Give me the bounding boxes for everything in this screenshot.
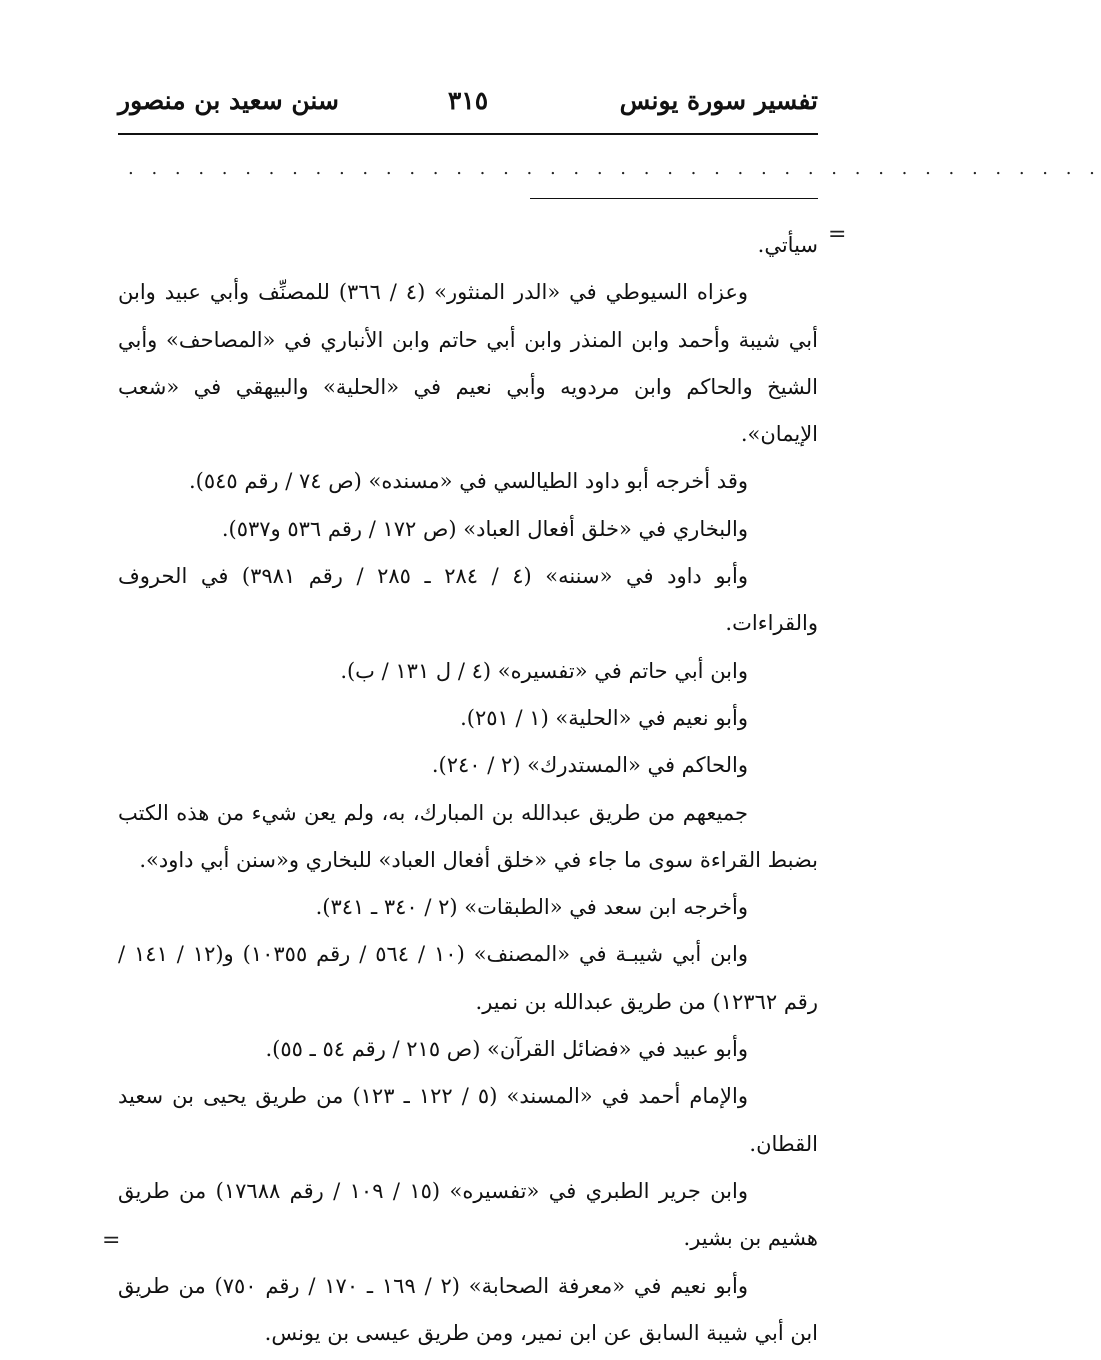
paragraph: وأبو داود في «سننه» (٤ / ٢٨٤ ـ ٢٨٥ / رقم ٣٩٨١) في الحروف والقراءات. bbox=[118, 564, 818, 636]
book-title: سنن سعيد بن منصور bbox=[118, 86, 339, 115]
footnote-body bbox=[118, 222, 818, 1357]
paragraph: والإمام أحمد في «المسند» (٥ / ١٢٢ ـ ١٢٣) من طريق يحيى بن سعيد القطان. bbox=[118, 1084, 818, 1156]
footnote-divider bbox=[530, 198, 818, 199]
continuation-mark-bottom: = bbox=[102, 1228, 121, 1253]
continuation-mark-top: = bbox=[828, 222, 847, 247]
paragraph: وأخرجه ابن سعد في «الطبقات» (٢ / ٣٤٠ ـ ٣٤١). bbox=[315, 895, 748, 920]
dotted-separator: . . . . . . . . . . . . . . . . . . . . . . . . . . . . . . . . . . . . . . . . . . bbox=[128, 158, 1101, 179]
page-header bbox=[118, 86, 818, 130]
paragraph: وعزاه السيوطي في «الدر المنثور» (٤ / ٣٦٦) للمصنِّف وأبي عبيد وابن أبي شيبة وأحمد وابن المنذر وابن أبي حاتم وابن الأنباري في «المصاحف» وأبي الشيخ والحاكم وابن مردويه وأبي نعيم في «الحلية» والبيهقي في «شعب الإيمان». bbox=[118, 280, 818, 447]
paragraph: سيأتي. bbox=[757, 233, 818, 257]
page-number: ٣١٥ bbox=[447, 86, 489, 115]
paragraph: وأبو عبيد في «فضائل القرآن» (ص ٢١٥ / رقم ٥٤ ـ ٥٥). bbox=[265, 1037, 748, 1062]
paragraph: جميعهم من طريق عبدالله بن المبارك، به، ولم يعن شيء من هذه الكتب بضبط القراءة سوى ما جاء في «خلق أفعال العباد» للبخاري و«سنن أبي داود». bbox=[118, 800, 818, 872]
paragraph: وقد أخرجه أبو داود الطيالسي في «مسنده» (ص ٧٤ / رقم ٥٤٥). bbox=[189, 469, 748, 494]
paragraph: وابن أبي حاتم في «تفسيره» (٤ / ل ١٣١ / ب). bbox=[340, 658, 748, 683]
header-divider bbox=[118, 133, 818, 135]
paragraph: وأبو نعيم في «الحلية» (١ / ٢٥١). bbox=[460, 705, 748, 730]
paragraph: وابن جرير الطبري في «تفسيره» (١٥ / ١٠٩ / رقم ١٧٦٨٨) من طريق هشيم بن بشير. bbox=[118, 1178, 818, 1251]
paragraph: وأبو نعيم في «معرفة الصحابة» (٢ / ١٦٩ ـ ١٧٠ / رقم ٧٥٠) من طريق ابن أبي شيبة السابق عن ابن نمير، ومن طريق عيسى بن يونس. bbox=[118, 1273, 818, 1345]
surah-title: تفسير سورة يونس bbox=[619, 86, 818, 115]
paragraph: والحاكم في «المستدرك» (٢ / ٢٤٠). bbox=[431, 753, 748, 778]
paragraph: وابن أبي شيبـة في «المصنف» (١٠ / ٥٦٤ / رقم ١٠٣٥٥) و(١٢ / ١٤١ / رقم ١٢٣٦٢) من طريق عبدالله بن نمير. bbox=[118, 942, 818, 1014]
paragraph: والبخاري في «خلق أفعال العباد» (ص ١٧٢ / رقم ٥٣٦ و٥٣٧). bbox=[221, 516, 748, 541]
